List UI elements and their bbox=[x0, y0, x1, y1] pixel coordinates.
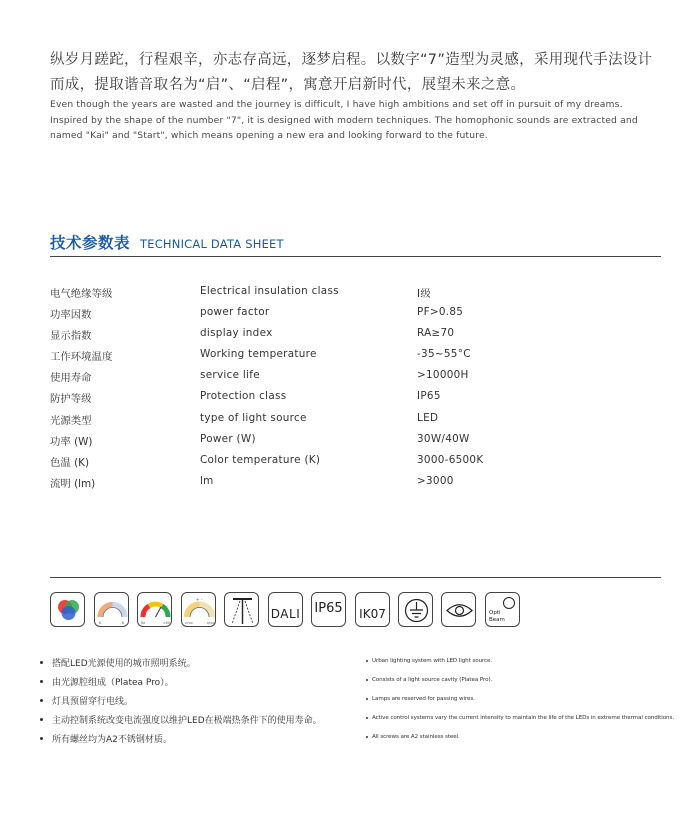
list-item: Active control systems vary the current intensity to maintain the life of the LEDs in extreme thermal conditions. bbox=[366, 715, 674, 734]
dali-icon bbox=[268, 592, 303, 627]
spec-row bbox=[50, 472, 662, 493]
list-item: All screws are A2 stainless steel. bbox=[366, 734, 674, 753]
spec-label-en: Protection class bbox=[200, 390, 287, 403]
spec-label-zh: 色温 (K) bbox=[50, 456, 90, 469]
spec-value: LED bbox=[417, 411, 439, 424]
spec-label-zh: 使用寿命 bbox=[50, 372, 92, 385]
spec-label-zh: 防护等级 bbox=[50, 393, 92, 406]
spec-label-zh: 功率因数 bbox=[50, 309, 92, 322]
beam-angle-icon bbox=[224, 592, 259, 627]
heading-english: TECHNICAL DATA SHEET bbox=[140, 237, 284, 251]
spec-value: >10000H bbox=[417, 369, 469, 382]
dimming-icon bbox=[181, 592, 216, 627]
list-item: Urban lighting system with LED light source. bbox=[366, 658, 674, 677]
opti-beam-line2: Beam bbox=[489, 616, 505, 623]
intro-chinese: 纵岁月蹉跎，行程艰辛，亦志存高远，逐梦启程。以数字“7”造型为灵感，采用现代手法设计而成，提取谐音取名为“启”、“启程”，寓意开启新时代，展望未来之意。 bbox=[50, 52, 653, 93]
data-sheet-heading bbox=[50, 231, 284, 253]
features-list-english bbox=[366, 658, 674, 753]
spec-row bbox=[50, 282, 662, 303]
spec-label-en: service life bbox=[200, 369, 260, 382]
ip-rating-icon bbox=[311, 592, 346, 627]
svg-text:K: K bbox=[122, 621, 125, 625]
spec-value: -35~55°C bbox=[417, 348, 471, 361]
intro-english: Even though the years are wasted and the journey is difficult, I have high ambitions and set off in pursuit of my dreams. Inspired by the shape of the number "7", it is designed with modern techniques. The homophonic sounds are extracted and named "Kai" and "Start", which means opening a new era and looking forward to the future. bbox=[50, 99, 638, 141]
spec-value: RA≥70 bbox=[417, 327, 455, 340]
spec-label-en: Color temperature (K) bbox=[200, 453, 321, 466]
spec-label-en: Power (W) bbox=[200, 432, 256, 445]
list-item: 灯具预留穿行电线。 bbox=[40, 694, 322, 713]
opti-beam-line1: Opti bbox=[489, 610, 501, 616]
spec-label-en: Electrical insulation class bbox=[200, 285, 339, 297]
opti-beam-label bbox=[489, 610, 505, 623]
spec-row bbox=[50, 387, 662, 408]
dali-label: DALI bbox=[270, 607, 301, 621]
spec-label-zh: 显示指数 bbox=[50, 330, 92, 343]
spec-row bbox=[50, 366, 662, 387]
optic-eye-icon bbox=[441, 592, 476, 627]
spec-row bbox=[50, 303, 662, 324]
spec-label-zh: 光源类型 bbox=[50, 414, 92, 427]
list-item: 主动控制系统改变电流强度以维护LED在极端热条件下的使用寿命。 bbox=[40, 713, 322, 732]
spec-row bbox=[50, 409, 662, 430]
spec-label-en: lm bbox=[200, 474, 214, 487]
spec-row bbox=[50, 451, 662, 472]
spec-label-zh: 功率 (W) bbox=[50, 435, 93, 448]
spec-value: PF>0.85 bbox=[417, 306, 464, 319]
spec-label-en: display index bbox=[200, 327, 273, 340]
icons-divider bbox=[50, 577, 661, 578]
rgb-color-icon bbox=[50, 592, 85, 627]
color-rendering-icon bbox=[137, 592, 172, 627]
spec-label-en: type of light source bbox=[200, 411, 307, 424]
list-item: 搭配LED光源使用的城市照明系统。 bbox=[40, 656, 322, 675]
svg-text:-: - bbox=[201, 597, 203, 602]
spec-label-zh: 电气绝缘等级 bbox=[50, 288, 113, 300]
list-item: 由光源腔组成（Platea Pro）。 bbox=[40, 675, 322, 694]
list-item: Consists of a light source cavity (Platea Pro). bbox=[366, 677, 674, 696]
ik-rating-icon bbox=[355, 592, 390, 627]
heading-chinese: 技术参数表 bbox=[50, 234, 131, 252]
spec-label-zh: 流明 (lm) bbox=[50, 477, 96, 490]
svg-text:>80: >80 bbox=[163, 621, 170, 625]
list-item: Lamps are reserved for passing wires. bbox=[366, 696, 674, 715]
spec-value: I级 bbox=[417, 288, 432, 300]
svg-text:2700: 2700 bbox=[185, 621, 193, 625]
svg-text:K: K bbox=[99, 621, 102, 625]
color-temperature-icon bbox=[94, 592, 129, 627]
list-item: 所有螺丝均为A2不锈钢材质。 bbox=[40, 732, 322, 751]
spec-value: >3000 bbox=[417, 474, 454, 487]
spec-value: IP65 bbox=[417, 390, 441, 403]
grounding-icon bbox=[398, 592, 433, 627]
ik-rating-label: IK07 bbox=[359, 607, 386, 621]
svg-text:6500: 6500 bbox=[207, 621, 215, 625]
opti-beam-icon bbox=[485, 592, 520, 627]
spec-row bbox=[50, 430, 662, 451]
svg-text:Ra: Ra bbox=[141, 621, 146, 625]
heading-divider bbox=[50, 256, 661, 257]
spec-value: 3000-6500K bbox=[417, 453, 484, 466]
svg-text:+: + bbox=[196, 597, 200, 602]
features-list-chinese bbox=[40, 656, 322, 751]
ip-rating-label: IP65 bbox=[314, 601, 343, 616]
spec-row bbox=[50, 324, 662, 345]
spec-value: 30W/40W bbox=[417, 432, 470, 445]
spec-label-zh: 工作环境温度 bbox=[50, 351, 113, 364]
spec-table bbox=[50, 282, 662, 493]
spec-label-en: Working temperature bbox=[200, 348, 317, 361]
spec-label-en: power factor bbox=[200, 306, 270, 319]
spec-row bbox=[50, 345, 662, 366]
